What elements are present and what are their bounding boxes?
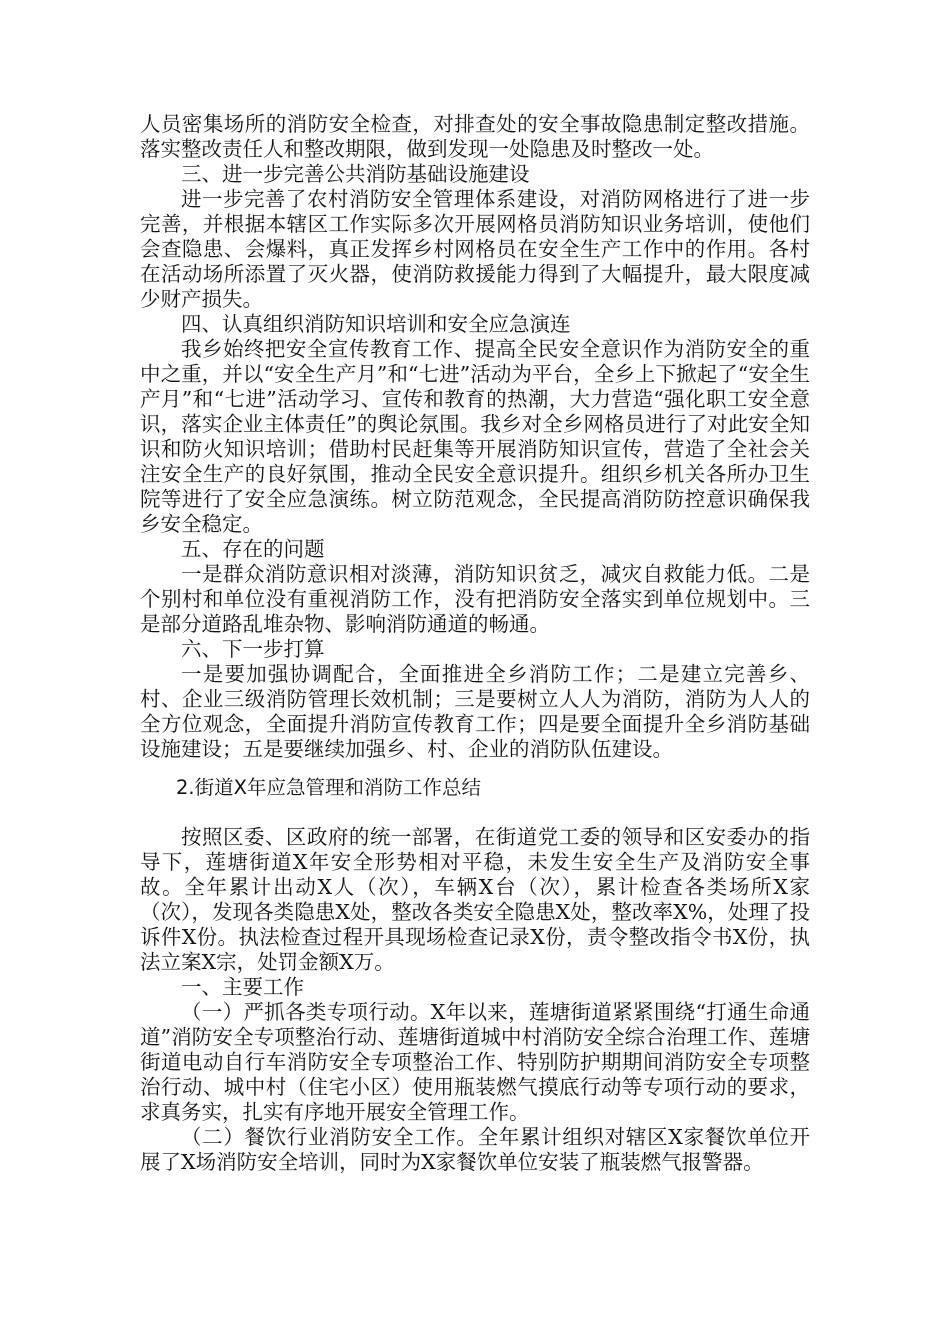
section-heading-4: 四、认真组织消防知识培训和安全应急演连 — [181, 312, 571, 336]
paragraph: 一是要加强协调配合，全面推进全乡消防工作；二是建立完善乡、村、企业三级消防管理长效机制；三是要树立人人为消防，消防为人人的全方位观念，全面提升消防宣传教育工作；四是要全面提升全乡消防基础设施建设；五是要继续加强乡、村、企业的消防队伍建设。 — [140, 662, 810, 761]
section-heading-6: 六、下一步打算 — [181, 637, 325, 661]
section-heading-1: 一、主要工作 — [181, 975, 304, 999]
paragraph: 按照区委、区政府的统一部署，在街道党工委的领导和区安委办的指导下，莲塘街道X年安全形势相对平稳，未发生安全生产及消防安全事故。全年累计出动X人（次），车辆X台（次），累计检查各类场所X家（次），发现各类隐患X处，整改各类安全隐患X处，整改率X%，处理了投诉件X份。执法检查过程开具现场检查记录X份，责令整改指令书X份，执法立案X宗，处罚金额X万。 — [140, 825, 810, 974]
paragraph: 我乡始终把安全宣传教育工作、提高全民安全意识作为消防安全的重中之重，并以“安全生产月”和“七进”活动为平台，全乡上下掀起了“安全生产月”和“七进”活动学习、宣传和教育的热潮，大力营造“强化职工安全意识，落实企业主体责任”的舆论氛围。我乡对全乡网格员进行了对此安全知识和防火知识培训；借助村民赶集等开展消防知识宣传，营造了全社会关注安全生产的良好氛围，推动全民安全意识提升。组织乡机关各所办卫生院等进行了安全应急演练。树立防范观念，全民提高消防防控意识确保我乡安全稳定。 — [140, 337, 810, 536]
document-title: 2.街道X年应急管理和消防工作总结 — [176, 776, 481, 799]
paragraph-continued: 人员密集场所的消防安全检查，对排查处的安全事故隐患制定整改措施。落实整改责任人和整改期限，做到发现一处隐患及时整改一处。 — [140, 112, 810, 161]
paragraph: （一）严抓各类专项行动。X年以来，莲塘街道紧紧围绕“打通生命通道”消防安全专项整治行动、莲塘街道城中村消防安全综合治理工作、莲塘街道电动自行车消防安全专项整治工作、特别防护期期间消防安全专项整治行动、城中村（住宅小区）使用瓶装燃气摸底行动等专项行动的要求，求真务实，扎实有序地开展安全管理工作。 — [140, 1000, 810, 1124]
paragraph: 进一步完善了农村消防安全管理体系建设，对消防网格进行了进一步完善，并根据本辖区工作实际多次开展网格员消防知识业务培训，使他们会查隐患、会爆料，真正发挥乡村网格员在安全生产工作中的作用。各村在活动场所添置了灭火器，使消防救援能力得到了大幅提升，最大限度减少财产损失。 — [140, 187, 810, 311]
paragraph: （二）餐饮行业消防安全工作。全年累计组织对辖区X家餐饮单位开展了X场消防安全培训，同时为X家餐饮单位安装了瓶装燃气报警器。 — [140, 1125, 810, 1174]
section-heading-5: 五、存在的问题 — [181, 537, 325, 561]
section-heading-3: 三、进一步完善公共消防基础设施建设 — [181, 162, 530, 186]
document-body — [140, 112, 810, 1175]
paragraph: 一是群众消防意识相对淡薄，消防知识贫乏，减灾自救能力低。二是个别村和单位没有重视消防工作，没有把消防安全落实到单位规划中。三是部分道路乱堆杂物、影响消防通道的畅通。 — [140, 562, 810, 636]
